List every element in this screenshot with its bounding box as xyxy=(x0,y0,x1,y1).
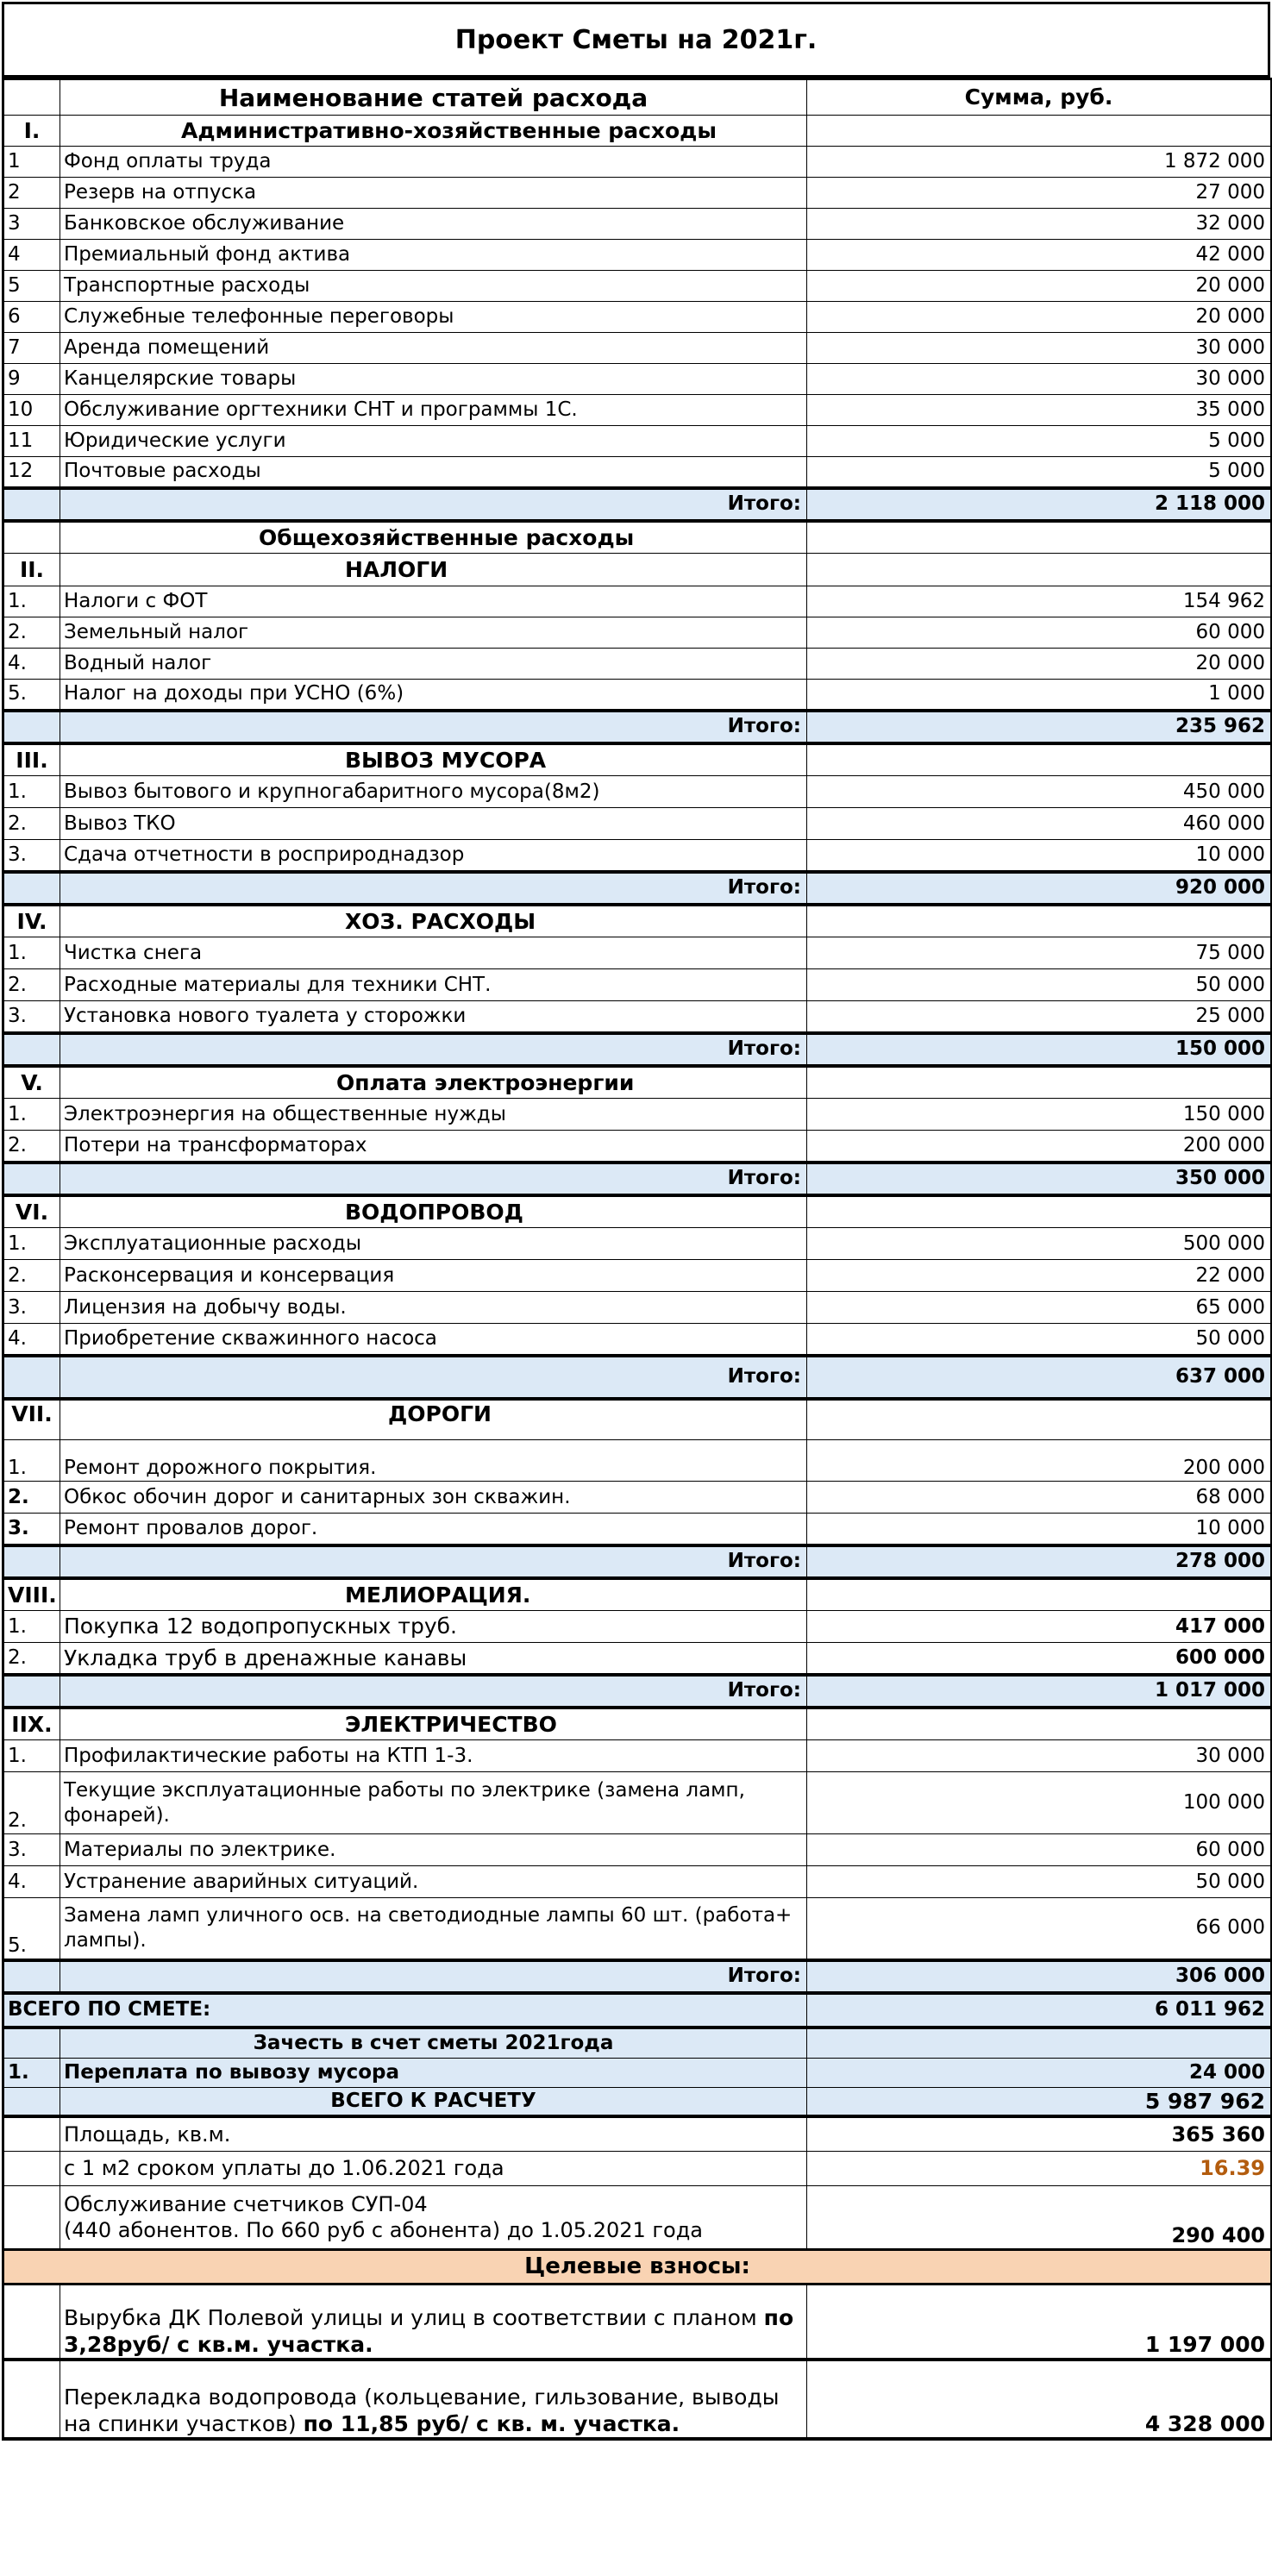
section-title: Административно-хозяйственные расходы xyxy=(60,116,807,147)
item-name: Лицензия на добычу воды. xyxy=(60,1292,807,1324)
target-2-text: Перекладка водопровода (кольцевание, гильзование, выводы на спинки участков) xyxy=(64,2384,780,2436)
document-title: Проект Сметы на 2021г. xyxy=(2,2,1270,78)
item-number: 4. xyxy=(3,649,60,680)
item-number: 1. xyxy=(3,937,60,969)
target-1-amount: 1 197 000 xyxy=(807,2284,1272,2360)
line-item xyxy=(3,333,1272,364)
total-amount: 2 118 000 xyxy=(807,488,1272,521)
line-item xyxy=(3,680,1272,711)
meters-num-empty xyxy=(3,2185,60,2249)
rate-label: с 1 м2 сроком уплаты до 1.06.2021 года xyxy=(60,2151,807,2185)
section-title: ВЫВОЗ МУСОРА xyxy=(60,743,807,776)
item-name: Расконсервация и консервация xyxy=(60,1260,807,1292)
item-amount: 30 000 xyxy=(807,333,1272,364)
to-pay-amount: 5 987 962 xyxy=(807,2088,1272,2117)
section-title: НАЛОГИ xyxy=(60,554,807,586)
offset-header-row xyxy=(3,2028,1272,2059)
item-amount: 10 000 xyxy=(807,840,1272,872)
item-name: Потери на трансформаторах xyxy=(60,1131,807,1163)
area-num-empty xyxy=(3,2116,60,2151)
total-label: Итого: xyxy=(60,1545,807,1578)
item-name: Приобретение скважинного насоса xyxy=(60,1324,807,1356)
item-amount: 50 000 xyxy=(807,1866,1272,1898)
section-title: ДОРОГИ xyxy=(60,1399,807,1440)
line-item xyxy=(3,808,1272,840)
item-number: 2. xyxy=(3,1482,60,1514)
item-amount: 35 000 xyxy=(807,395,1272,426)
line-item xyxy=(3,1099,1272,1131)
item-amount: 60 000 xyxy=(807,1834,1272,1866)
item-amount: 5 000 xyxy=(807,457,1272,488)
general-expenses-row xyxy=(3,521,1272,554)
item-name: Премиальный фонд актива xyxy=(60,240,807,271)
item-number: 1. xyxy=(3,1740,60,1772)
item-number: 1 xyxy=(3,147,60,178)
item-name: Фонд оплаты труда xyxy=(60,147,807,178)
item-number: 4. xyxy=(3,1866,60,1898)
item-number: 2 xyxy=(3,178,60,209)
item-number: 3. xyxy=(3,1001,60,1033)
line-item xyxy=(3,1514,1272,1545)
section-header-s5 xyxy=(3,1066,1272,1099)
section-header-s1 xyxy=(3,116,1272,147)
line-item xyxy=(3,1131,1272,1163)
section-amount-empty xyxy=(807,905,1272,937)
target-2-rate: по 11,85 руб/ с кв. м. участка. xyxy=(303,2411,680,2436)
line-item xyxy=(3,1228,1272,1260)
item-amount: 75 000 xyxy=(807,937,1272,969)
section-total-s1 xyxy=(3,488,1272,521)
item-number: 2. xyxy=(3,969,60,1001)
grand-total-amount: 6 011 962 xyxy=(807,1993,1272,2028)
total-num-empty xyxy=(3,488,60,521)
area-amount: 365 360 xyxy=(807,2116,1272,2151)
section-title: ЭЛЕКТРИЧЕСТВО xyxy=(60,1708,807,1740)
item-number: 3 xyxy=(3,209,60,240)
item-name: Вывоз бытового и крупногабаритного мусора(8м2) xyxy=(60,776,807,808)
item-amount: 1 872 000 xyxy=(807,147,1272,178)
item-name: Вывоз ТКО xyxy=(60,808,807,840)
line-item xyxy=(3,840,1272,872)
total-label: Итого: xyxy=(60,488,807,521)
item-name: Материалы по электрике. xyxy=(60,1834,807,1866)
offset-num-empty xyxy=(3,2028,60,2059)
item-amount: 30 000 xyxy=(807,364,1272,395)
total-label: Итого: xyxy=(60,1163,807,1195)
column-header-row xyxy=(3,79,1272,116)
item-number: 6 xyxy=(3,302,60,333)
item-amount: 20 000 xyxy=(807,649,1272,680)
item-amount: 66 000 xyxy=(807,1898,1272,1960)
total-amount: 637 000 xyxy=(807,1356,1272,1399)
rate-num-empty xyxy=(3,2151,60,2185)
item-name: Юридические услуги xyxy=(60,426,807,457)
section-total-s9 xyxy=(3,1960,1272,1993)
item-number: 1. xyxy=(3,1228,60,1260)
item-name: Устранение аварийных ситуаций. xyxy=(60,1866,807,1898)
target-item-row xyxy=(3,2284,1272,2360)
item-name: Чистка снега xyxy=(60,937,807,969)
item-amount: 10 000 xyxy=(807,1514,1272,1545)
section-total-s7 xyxy=(3,1545,1272,1578)
column-header-amount: Сумма, руб. xyxy=(807,79,1272,116)
column-header-num xyxy=(3,79,60,116)
item-number: 4 xyxy=(3,240,60,271)
item-number: 2. xyxy=(3,1772,60,1834)
line-item xyxy=(3,240,1272,271)
line-item xyxy=(3,586,1272,617)
total-label: Итого: xyxy=(60,1033,807,1066)
meters-row xyxy=(3,2185,1272,2249)
offset-item-name: Переплата по вывозу мусора xyxy=(60,2059,807,2088)
offset-amount-empty xyxy=(807,2028,1272,2059)
section-header-s9 xyxy=(3,1708,1272,1740)
section-header-s7 xyxy=(3,1399,1272,1440)
meters-line-1: Обслуживание счетчиков СУП-04 xyxy=(64,2191,428,2216)
column-header-name: Наименование статей расхода xyxy=(60,79,807,116)
budget-table-body xyxy=(3,79,1272,2440)
item-name: Покупка 12 водопропускных труб. xyxy=(60,1611,807,1643)
total-amount: 1 017 000 xyxy=(807,1675,1272,1708)
target-2-name xyxy=(60,2360,807,2439)
item-number: 3. xyxy=(3,1834,60,1866)
item-name: Налог на доходы при УСНО (6%) xyxy=(60,680,807,711)
item-amount: 5 000 xyxy=(807,426,1272,457)
section-number: IV. xyxy=(3,905,60,937)
total-num-empty xyxy=(3,1356,60,1399)
target-1-num-empty xyxy=(3,2284,60,2360)
item-amount: 600 000 xyxy=(807,1643,1272,1675)
area-label: Площадь, кв.м. xyxy=(60,2116,807,2151)
offset-item-amount: 24 000 xyxy=(807,2059,1272,2088)
item-name: Земельный налог xyxy=(60,617,807,649)
item-amount: 25 000 xyxy=(807,1001,1272,1033)
target-2-amount: 4 328 000 xyxy=(807,2360,1272,2439)
line-item xyxy=(3,937,1272,969)
section-number: IIX. xyxy=(3,1708,60,1740)
section-amount-empty xyxy=(807,1708,1272,1740)
item-number: 2. xyxy=(3,1643,60,1675)
item-number: 11 xyxy=(3,426,60,457)
item-name: Ремонт провалов дорог. xyxy=(60,1514,807,1545)
line-item xyxy=(3,1643,1272,1675)
section-number: VI. xyxy=(3,1195,60,1228)
total-amount: 150 000 xyxy=(807,1033,1272,1066)
line-item xyxy=(3,302,1272,333)
line-item xyxy=(3,1440,1272,1482)
item-name: Замена ламп уличного осв. на светодиодные лампы 60 шт. (работа+ лампы). xyxy=(60,1898,807,1960)
section-number: III. xyxy=(3,743,60,776)
item-number: 3. xyxy=(3,1514,60,1545)
item-amount: 200 000 xyxy=(807,1131,1272,1163)
item-number: 1. xyxy=(3,1440,60,1482)
item-amount: 50 000 xyxy=(807,969,1272,1001)
item-amount: 50 000 xyxy=(807,1324,1272,1356)
total-num-empty xyxy=(3,1960,60,1993)
line-item xyxy=(3,1772,1272,1834)
item-number: 1. xyxy=(3,586,60,617)
item-name: Расходные материалы для техники СНТ. xyxy=(60,969,807,1001)
line-item xyxy=(3,1740,1272,1772)
section-number: I. xyxy=(3,116,60,147)
section-number: VII. xyxy=(3,1399,60,1440)
item-amount: 20 000 xyxy=(807,271,1272,302)
total-num-empty xyxy=(3,1163,60,1195)
item-name: Налоги с ФОТ xyxy=(60,586,807,617)
item-amount: 30 000 xyxy=(807,1740,1272,1772)
total-num-empty xyxy=(3,1675,60,1708)
item-amount: 450 000 xyxy=(807,776,1272,808)
item-number: 2. xyxy=(3,1131,60,1163)
section-amount-empty xyxy=(807,743,1272,776)
item-name: Эксплуатационные расходы xyxy=(60,1228,807,1260)
item-amount: 200 000 xyxy=(807,1440,1272,1482)
item-name: Банковское обслуживание xyxy=(60,209,807,240)
rate-row xyxy=(3,2151,1272,2185)
total-label: Итого: xyxy=(60,872,807,905)
item-amount: 100 000 xyxy=(807,1772,1272,1834)
section-total-s2 xyxy=(3,711,1272,743)
line-item xyxy=(3,426,1272,457)
meters-line-2: (440 абонентов. По 660 руб с абонента) до 1.05.2021 года xyxy=(64,2217,703,2242)
item-name: Транспортные расходы xyxy=(60,271,807,302)
section-amount-empty xyxy=(807,1066,1272,1099)
section-number: II. xyxy=(3,554,60,586)
item-name: Обкос обочин дорог и санитарных зон скважин. xyxy=(60,1482,807,1514)
total-amount: 350 000 xyxy=(807,1163,1272,1195)
item-amount: 1 000 xyxy=(807,680,1272,711)
item-name: Текущие эксплуатационные работы по электрике (замена ламп, фонарей). xyxy=(60,1772,807,1834)
section-total-s3 xyxy=(3,872,1272,905)
item-number: 2. xyxy=(3,617,60,649)
line-item xyxy=(3,1866,1272,1898)
item-number: 1. xyxy=(3,776,60,808)
total-amount: 306 000 xyxy=(807,1960,1272,1993)
total-label: Итого: xyxy=(60,711,807,743)
section-amount-empty xyxy=(807,1399,1272,1440)
section-title: Оплата электроэнергии xyxy=(60,1066,807,1099)
item-name: Водный налог xyxy=(60,649,807,680)
item-amount: 27 000 xyxy=(807,178,1272,209)
total-label: Итого: xyxy=(60,1960,807,1993)
item-amount: 150 000 xyxy=(807,1099,1272,1131)
section-number: VIII. xyxy=(3,1578,60,1611)
item-name: Ремонт дорожного покрытия. xyxy=(60,1440,807,1482)
offset-item-number: 1. xyxy=(3,2059,60,2088)
line-item xyxy=(3,1260,1272,1292)
line-item xyxy=(3,1611,1272,1643)
total-amount: 920 000 xyxy=(807,872,1272,905)
line-item xyxy=(3,1324,1272,1356)
rate-value: 16.39 xyxy=(1200,2156,1265,2181)
targets-header-row xyxy=(3,2249,1272,2284)
targets-title: Целевые взносы: xyxy=(3,2249,1272,2284)
line-item xyxy=(3,617,1272,649)
item-name: Профилактические работы на КТП 1-3. xyxy=(60,1740,807,1772)
line-item xyxy=(3,1482,1272,1514)
item-name: Служебные телефонные переговоры xyxy=(60,302,807,333)
section-total-s6 xyxy=(3,1356,1272,1399)
total-amount: 235 962 xyxy=(807,711,1272,743)
item-number: 1. xyxy=(3,1099,60,1131)
item-number: 2. xyxy=(3,808,60,840)
item-amount: 460 000 xyxy=(807,808,1272,840)
item-amount: 68 000 xyxy=(807,1482,1272,1514)
total-label: Итого: xyxy=(60,1356,807,1399)
item-number: 5. xyxy=(3,680,60,711)
area-row xyxy=(3,2116,1272,2151)
total-num-empty xyxy=(3,711,60,743)
section-title: ВОДОПРОВОД xyxy=(60,1195,807,1228)
section-total-s5 xyxy=(3,1163,1272,1195)
offset-item-row xyxy=(3,2059,1272,2088)
section-title: ХОЗ. РАСХОДЫ xyxy=(60,905,807,937)
meters-label xyxy=(60,2185,807,2249)
line-item xyxy=(3,1292,1272,1324)
line-item xyxy=(3,209,1272,240)
item-amount: 42 000 xyxy=(807,240,1272,271)
section-amount-empty xyxy=(807,1578,1272,1611)
item-number: 2. xyxy=(3,1260,60,1292)
item-amount: 60 000 xyxy=(807,617,1272,649)
item-amount: 20 000 xyxy=(807,302,1272,333)
section-header-s8 xyxy=(3,1578,1272,1611)
item-amount: 154 962 xyxy=(807,586,1272,617)
line-item xyxy=(3,147,1272,178)
item-name: Резерв на отпуска xyxy=(60,178,807,209)
item-number: 5 xyxy=(3,271,60,302)
section-header-s6 xyxy=(3,1195,1272,1228)
total-num-empty xyxy=(3,1033,60,1066)
target-1-rate: по 3,28руб/ с кв.м. участка. xyxy=(64,2304,794,2357)
item-name: Почтовые расходы xyxy=(60,457,807,488)
section-total-s8 xyxy=(3,1675,1272,1708)
item-name: Электроэнергия на общественные нужды xyxy=(60,1099,807,1131)
target-item-row xyxy=(3,2360,1272,2439)
line-item xyxy=(3,364,1272,395)
grand-total-label: ВСЕГО ПО СМЕТЕ: xyxy=(3,1993,807,2028)
general-expenses-num xyxy=(3,521,60,554)
general-expenses-amount xyxy=(807,521,1272,554)
item-number: 3. xyxy=(3,840,60,872)
section-header-s3 xyxy=(3,743,1272,776)
total-amount: 278 000 xyxy=(807,1545,1272,1578)
line-item xyxy=(3,649,1272,680)
item-amount: 32 000 xyxy=(807,209,1272,240)
rate-amount xyxy=(807,2151,1272,2185)
total-num-empty xyxy=(3,1545,60,1578)
line-item xyxy=(3,271,1272,302)
item-amount: 22 000 xyxy=(807,1260,1272,1292)
item-number: 10 xyxy=(3,395,60,426)
section-number: V. xyxy=(3,1066,60,1099)
item-amount: 65 000 xyxy=(807,1292,1272,1324)
general-expenses-title: Общехозяйственные расходы xyxy=(60,521,807,554)
item-number: 5. xyxy=(3,1898,60,1960)
line-item xyxy=(3,395,1272,426)
item-number: 3. xyxy=(3,1292,60,1324)
line-item xyxy=(3,1001,1272,1033)
offset-title: Зачесть в счет сметы 2021года xyxy=(60,2028,807,2059)
section-header-s2 xyxy=(3,554,1272,586)
line-item xyxy=(3,457,1272,488)
item-name: Сдача отчетности в росприроднадзор xyxy=(60,840,807,872)
target-1-text: Вырубка ДК Полевой улицы и улиц в соответствии с планом xyxy=(64,2304,764,2330)
section-title: МЕЛИОРАЦИЯ. xyxy=(60,1578,807,1611)
section-total-s4 xyxy=(3,1033,1272,1066)
total-num-empty xyxy=(3,872,60,905)
meters-amount: 290 400 xyxy=(807,2185,1272,2249)
item-name: Аренда помещений xyxy=(60,333,807,364)
line-item xyxy=(3,1834,1272,1866)
item-number: 7 xyxy=(3,333,60,364)
budget-sheet xyxy=(2,2,1270,2441)
budget-table xyxy=(2,78,1272,2441)
line-item xyxy=(3,1898,1272,1960)
section-amount-empty xyxy=(807,1195,1272,1228)
item-name: Укладка труб в дренажные канавы xyxy=(60,1643,807,1675)
item-name: Обслуживание оргтехники СНТ и программы 1С. xyxy=(60,395,807,426)
item-amount: 500 000 xyxy=(807,1228,1272,1260)
item-amount: 417 000 xyxy=(807,1611,1272,1643)
section-amount-empty xyxy=(807,554,1272,586)
to-pay-num-empty xyxy=(3,2088,60,2117)
section-header-s4 xyxy=(3,905,1272,937)
grand-total-row xyxy=(3,1993,1272,2028)
line-item xyxy=(3,969,1272,1001)
target-2-num-empty xyxy=(3,2360,60,2439)
item-number: 1. xyxy=(3,1611,60,1643)
section-amount-empty xyxy=(807,116,1272,147)
line-item xyxy=(3,178,1272,209)
item-number: 4. xyxy=(3,1324,60,1356)
item-name: Установка нового туалета у сторожки xyxy=(60,1001,807,1033)
to-pay-label: ВСЕГО К РАСЧЕТУ xyxy=(60,2088,807,2117)
to-pay-row xyxy=(3,2088,1272,2117)
item-number: 12 xyxy=(3,457,60,488)
item-name: Канцелярские товары xyxy=(60,364,807,395)
total-label: Итого: xyxy=(60,1675,807,1708)
target-1-name xyxy=(60,2284,807,2360)
item-number: 9 xyxy=(3,364,60,395)
line-item xyxy=(3,776,1272,808)
